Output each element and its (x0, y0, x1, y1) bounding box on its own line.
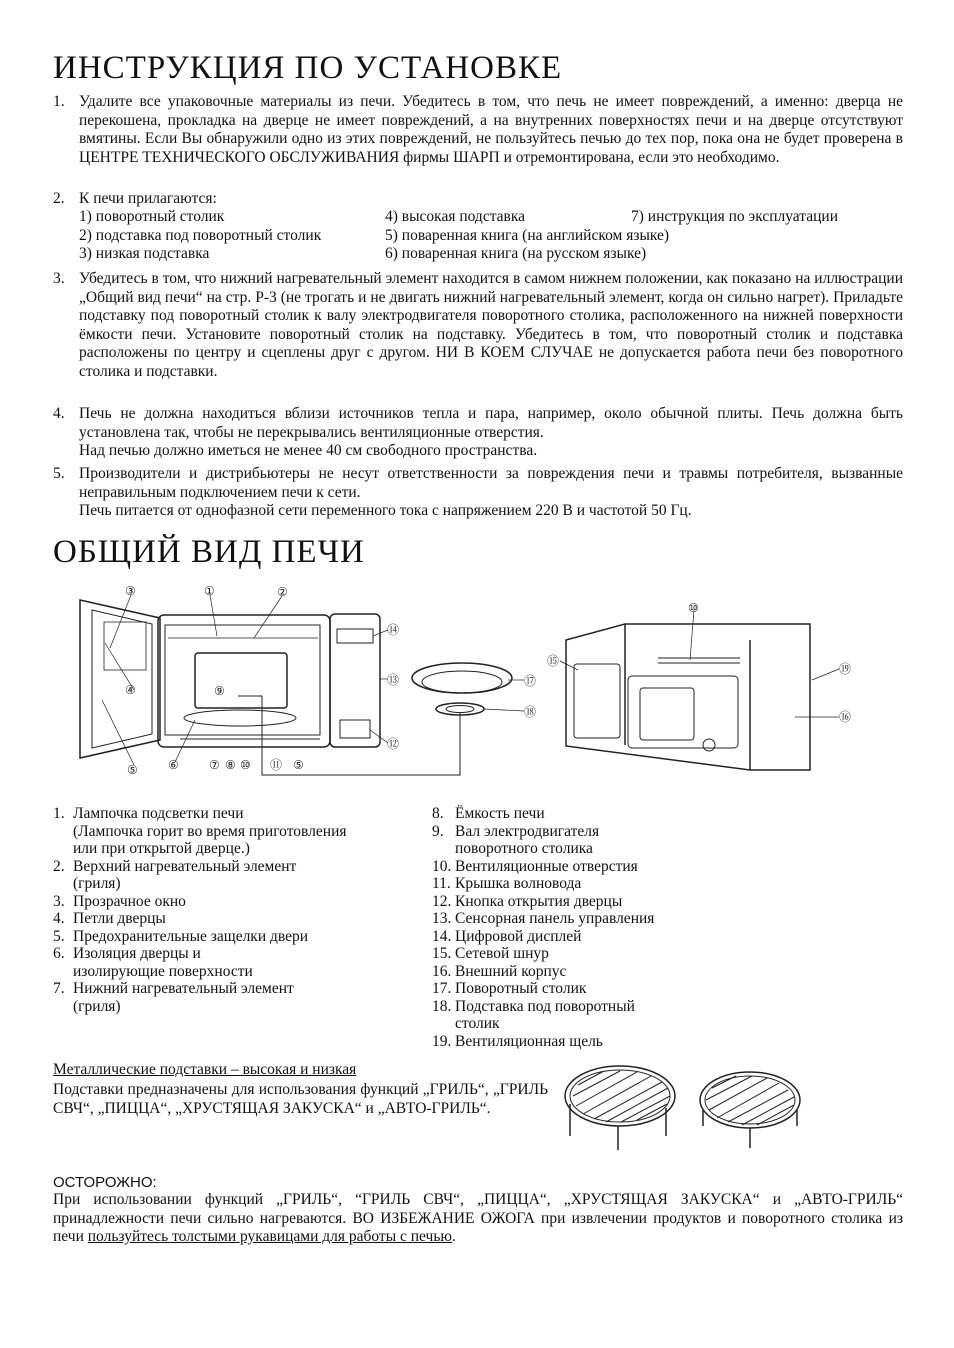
legend-item (53, 963, 413, 981)
legend-text: Внешний корпус (455, 962, 567, 980)
callout-10: ⑩ (240, 758, 251, 772)
install-item-1: 1. Удалите все упаковочные материалы из печи. Убедитесь в том, что печь не имеет повреждений, а именно: дверца не перекошена, прокладка на дверце не имеет повреждений, а на внутренних поверхностях печи и на дверце отсутствуют вмятины. Если Вы обнаружили одно из этих повреждений, не пользуйтесь печью до тех пор, пока она не будет проверена в ЦЕНТРЕ ТЕХНИЧЕСКОГО ОБСЛУЖИВАНИЯ фирмы ШАРП и отремонтирована, если это необходимо. (53, 93, 903, 166)
callout-9: ⑨ (214, 684, 225, 698)
callout-5b: ⑤ (293, 758, 304, 772)
caution-underlined: пользуйтесь толстыми рукавицами для работы с печью (87, 1228, 452, 1245)
legend-text: или при открытой дверце.) (73, 840, 250, 857)
legend-text: (Лампочка горит во время приготовления (73, 822, 347, 840)
legend-text: поворотного столика (455, 840, 593, 857)
install-item-5: 5. Производители и дистрибьютеры не несут ответственности за повреждения печи и травмы потребителя, вызванные неправильным подключением печи к сети. Печь питается от однофазной сети переменного тока с напряжением 220 В и частотой 50 Гц. (53, 465, 903, 519)
legend-text: Вентиляционная щель (455, 1032, 603, 1050)
legend-item (432, 963, 732, 981)
legend-text: Петли дверцы (73, 910, 166, 927)
callout-7: ⑦ (209, 758, 220, 772)
legend-text: Сетевой шнур (455, 945, 549, 962)
included-item: 2) подставка под поворотный столик (79, 227, 322, 244)
caution-heading: ОСТОРОЖНО: (53, 1174, 157, 1191)
legend-number: 9. (432, 822, 444, 840)
legend-text: Изоляция дверцы и (73, 945, 201, 962)
callout-12: ⑫ (387, 737, 400, 751)
legend-number: 11. (432, 875, 451, 892)
callout-15: ⑮ (547, 654, 560, 668)
legend-item (432, 980, 732, 998)
legend-item (53, 945, 413, 963)
legend-number: 8. (432, 805, 444, 822)
legend-item (432, 1015, 732, 1033)
legend-text: изолирующие поверхности (73, 962, 253, 980)
callout-1: ① (204, 584, 215, 598)
legend-text: Сенсорная панель управления (455, 910, 655, 927)
legend-text: Подставка под поворотный (455, 997, 635, 1015)
legend-number: 14. (432, 927, 452, 945)
legend-number: 13. (432, 910, 452, 927)
legend-number: 2. (53, 857, 65, 875)
legend-text: Поворотный столик (455, 980, 587, 997)
legend-item (432, 928, 732, 946)
section-title-overview: ОБЩИЙ ВИД ПЕЧИ (53, 534, 365, 570)
legend-number: 7. (53, 980, 65, 997)
legend-text: (гриля) (73, 875, 121, 892)
legend-number: 10. (432, 857, 452, 875)
oven-diagram (60, 580, 860, 780)
legend-number: 15. (432, 945, 452, 962)
racks-heading: Металлические подставки – высокая и низкая (53, 1061, 357, 1078)
legend-item (53, 893, 413, 911)
legend-item (432, 823, 732, 841)
legend-left (53, 805, 413, 1015)
legend-number: 18. (432, 997, 452, 1015)
legend-text: Прозрачное окно (73, 892, 186, 910)
legend-text: Вал электродвигателя (455, 822, 600, 840)
install-item-2: 2. К печи прилагаются: (53, 190, 217, 207)
legend-item (53, 910, 413, 928)
included-item: 6) поваренная книга (на русском языке) (385, 245, 647, 262)
legend-text: Цифровой дисплей (455, 927, 582, 945)
legend-text: Лампочка подсветки печи (73, 805, 244, 822)
legend-text: Кнопка открытия дверцы (455, 892, 623, 910)
legend-item (432, 858, 732, 876)
legend-item (432, 945, 732, 963)
included-item: 3) низкая подставка (79, 245, 210, 262)
legend-item (53, 858, 413, 876)
included-item: 1) поворотный столик (79, 208, 225, 225)
racks-illustration (560, 1060, 810, 1160)
legend-number: 6. (53, 945, 65, 962)
included-item: 7) инструкция по эксплуатации (631, 208, 839, 225)
callout-18: ⑱ (524, 705, 537, 719)
callout-11: ⑪ (270, 758, 283, 772)
legend-number: 1. (53, 805, 65, 822)
legend-item (432, 998, 732, 1016)
callout-8: ⑧ (225, 758, 236, 772)
install-item-3: 3. Убедитесь в том, что нижний нагревательный элемент находится в самом нижнем положении, как показано на иллюстрации „Общий вид печи“ на стр. Р-3 (не трогать и не двигать нижний нагревательный элемент, когда он сильно нагрет). Приладьте подставку под поворотный столик к валу электродвигателя поворотного столика, расположенного на нижней поверхности ёмкости печи. Установите поворотный столик на подставку. Убедитесь в том, что поворотный столик и подставка расположены по центру и сцеплены друг с другом. НИ В КОЕМ СЛУЧАЕ не допускается работа печи без поворотного столика и подставки. (53, 270, 903, 380)
legend-text: Вентиляционные отверстия (455, 857, 638, 875)
legend-item (53, 805, 413, 823)
legend-number: 3. (53, 892, 65, 910)
callout-3: ③ (125, 584, 136, 598)
legend-item (53, 823, 413, 841)
legend-text: Предохранительные защелки двери (73, 927, 309, 945)
racks-text: Подставки предназначены для использования функций „ГРИЛЬ“, „ГРИЛЬ СВЧ“, „ПИЦЦА“, „ХРУСТЯЩАЯ ЗАКУСКА“ и „АВТО-ГРИЛЬ“. (53, 1081, 548, 1117)
legend-number: 19. (432, 1032, 452, 1050)
callout-6: ⑥ (168, 758, 179, 772)
legend-item (432, 805, 732, 823)
included-item: 5) поваренная книга (на английском языке) (385, 227, 670, 244)
callout-13: ⑬ (387, 673, 400, 687)
included-item: 4) высокая подставка (385, 208, 526, 225)
legend-number: 12. (432, 892, 452, 910)
legend-text: Ёмкость печи (455, 805, 545, 822)
callout-19: ⑲ (839, 662, 852, 676)
legend-number: 17. (432, 980, 452, 997)
legend-text: Нижний нагревательный элемент (73, 980, 294, 997)
callout-5: ⑤ (127, 763, 138, 777)
legend-item (53, 980, 413, 998)
callout-2: ② (277, 585, 288, 599)
legend-item (432, 1033, 732, 1051)
legend-text: (гриля) (73, 997, 121, 1015)
legend-text: Крышка волновода (455, 875, 582, 892)
legend-item (53, 998, 413, 1016)
legend-number: 4. (53, 910, 65, 927)
caution-text: При использовании функций „ГРИЛЬ“, “ГРИЛЬ СВЧ“, „ПИЦЦА“, „ХРУСТЯЩАЯ ЗАКУСКА“ и „АВТО-ГРИЛЬ“ принадлежности печи сильно нагреваются. ВО ИЗБЕЖАНИЕ ОЖОГА при извлечении продуктов и поворотного столика из печи пользуйтесь толстыми рукавицами для работы с печью. (53, 1191, 903, 1245)
legend-item (53, 875, 413, 893)
callout-16: ⑯ (839, 710, 852, 724)
callout-4: ④ (125, 683, 136, 697)
legend-text: столик (455, 1015, 500, 1032)
callout-17: ⑰ (524, 674, 537, 688)
install-item-4: 4. Печь не должна находиться вблизи источников тепла и пара, например, около обычной плиты. Печь должна быть установлена так, чтобы не перекрывались вентиляционные отверстия. Над печью должно иметься не менее 40 см свободного пространства. (53, 405, 903, 459)
legend-item (432, 910, 732, 928)
legend-item (432, 840, 732, 858)
legend-item (53, 928, 413, 946)
callout-10b: ⑩ (688, 601, 699, 615)
callout-14: ⑭ (387, 623, 400, 637)
legend-text: Верхний нагревательный элемент (73, 857, 297, 875)
legend-number: 16. (432, 962, 452, 980)
legend-item (53, 840, 413, 858)
legend-number: 5. (53, 927, 65, 945)
legend-item (432, 875, 732, 893)
section-title-installation: ИНСТРУКЦИЯ ПО УСТАНОВКЕ (53, 50, 563, 86)
legend-item (432, 893, 732, 911)
legend-right (432, 805, 732, 1050)
